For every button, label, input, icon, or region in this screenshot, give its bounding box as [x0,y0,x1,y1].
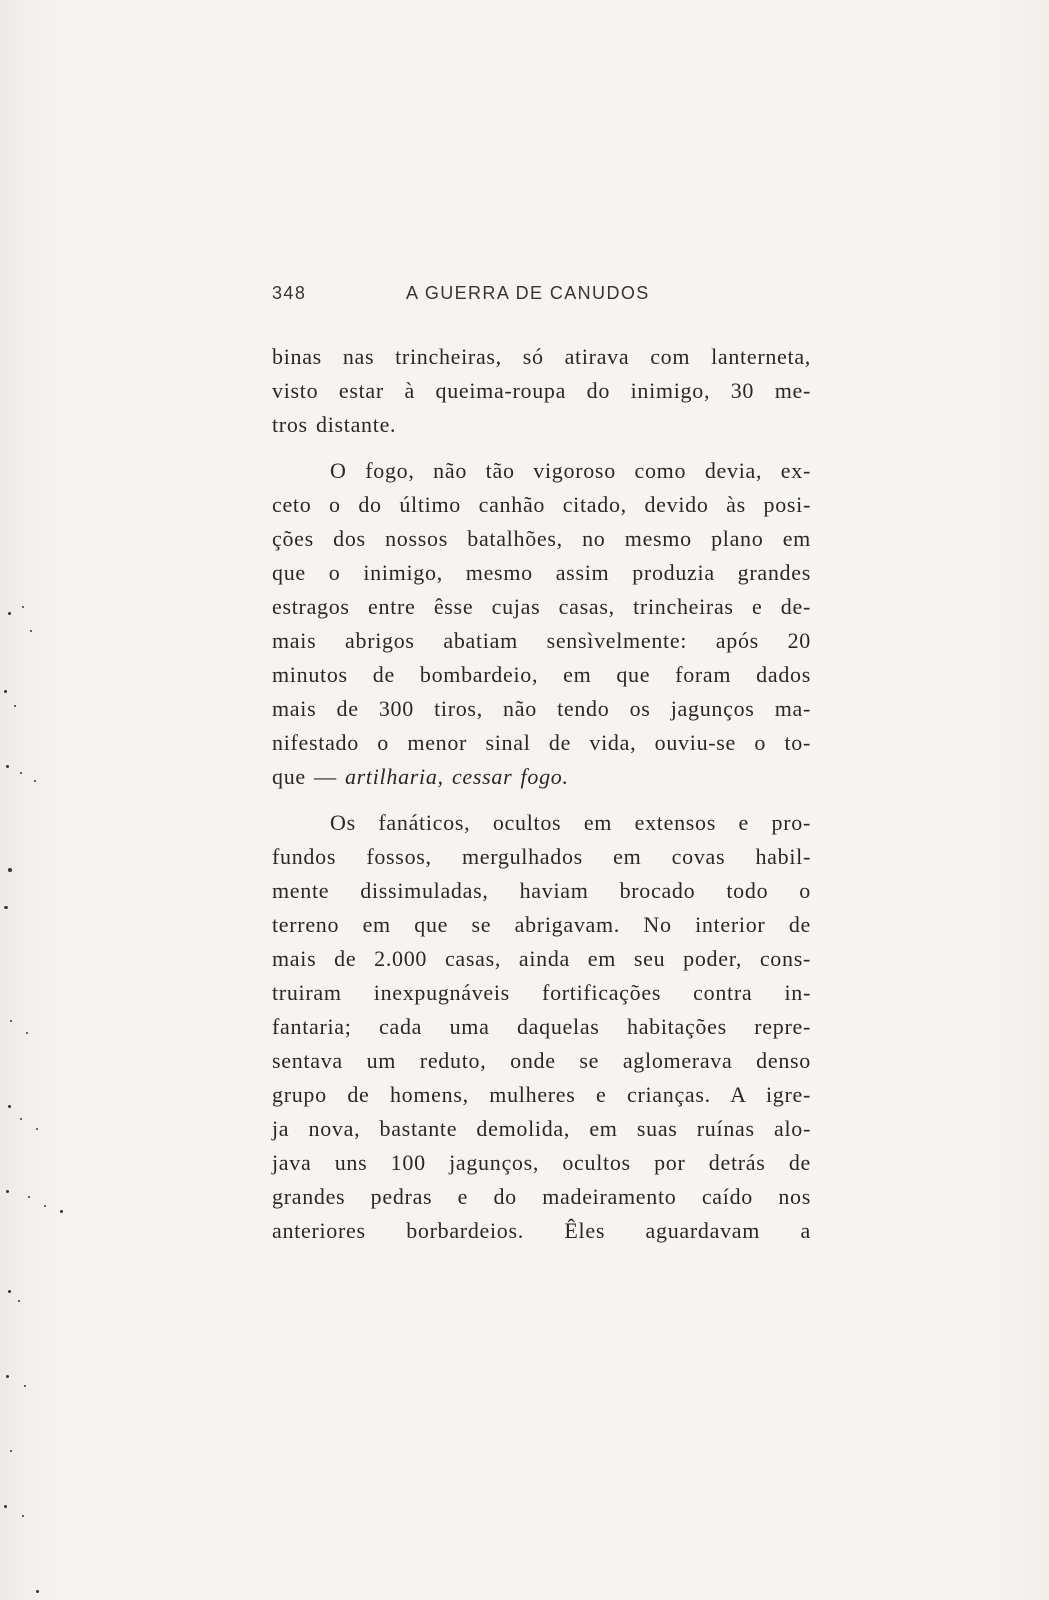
text-line: anteriores borbardeios. Êles aguardavam a [272,1218,811,1243]
text-line: visto estar à queima-roupa do inimigo, 30 me- [272,378,811,403]
text-line: java uns 100 jagunços, ocultos por detrás de [272,1150,811,1175]
text-line: fundos fossos, mergulhados em covas habil- [272,844,811,869]
text-line: mais de 300 tiros, não tendo os jagunços ma- [272,696,811,721]
text-line: tros distante. [272,412,397,437]
text-line: nifestado o menor sinal de vida, ouviu-se o to- [272,730,811,755]
text-line: O fogo, não tão vigoroso como devia, ex- [330,458,811,483]
book-title: A GUERRA DE CANUDOS [406,283,650,303]
closing-line-italic: artilharia, cessar fogo. [344,764,569,789]
text-line: terreno em que se abrigavam. No interior de [272,912,811,937]
text-line: grandes pedras e do madeiramento caído nos [272,1184,811,1209]
text-line: mais abrigos abatiam sensìvelmente: após 20 [272,628,811,653]
text-line: estragos entre êsse cujas casas, trincheiras e de- [272,594,811,619]
text-line: fantaria; cada uma daquelas habitações repre- [272,1014,811,1039]
closing-line-prefix: que — [272,764,345,789]
text-line: binas nas trincheiras, só atirava com lanterneta, [272,344,811,369]
running-head [272,283,692,307]
text-line: mais de 2.000 casas, ainda em seu poder, cons- [272,946,811,971]
text-line: grupo de homens, mulheres e crianças. A igre- [272,1082,811,1107]
text-line: ja nova, bastante demolida, em suas ruínas alo- [272,1116,811,1141]
text-line: truiram inexpugnáveis fortificações contra in- [272,980,811,1005]
page-number: 348 [272,283,307,303]
text-line: sentava um reduto, onde se aglomerava denso [272,1048,811,1073]
text-line: ções dos nossos batalhões, no mesmo plano em [272,526,811,551]
text-line [272,760,811,794]
text-line: que o inimigo, mesmo assim produzia grandes [272,560,811,585]
text-line: ceto o do último canhão citado, devido às posi- [272,492,811,517]
text-line: mente dissimuladas, haviam brocado todo o [272,878,811,903]
text-line: minutos de bombardeio, em que foram dados [272,662,811,687]
text-line: Os fanáticos, ocultos em extensos e pro- [330,810,811,835]
